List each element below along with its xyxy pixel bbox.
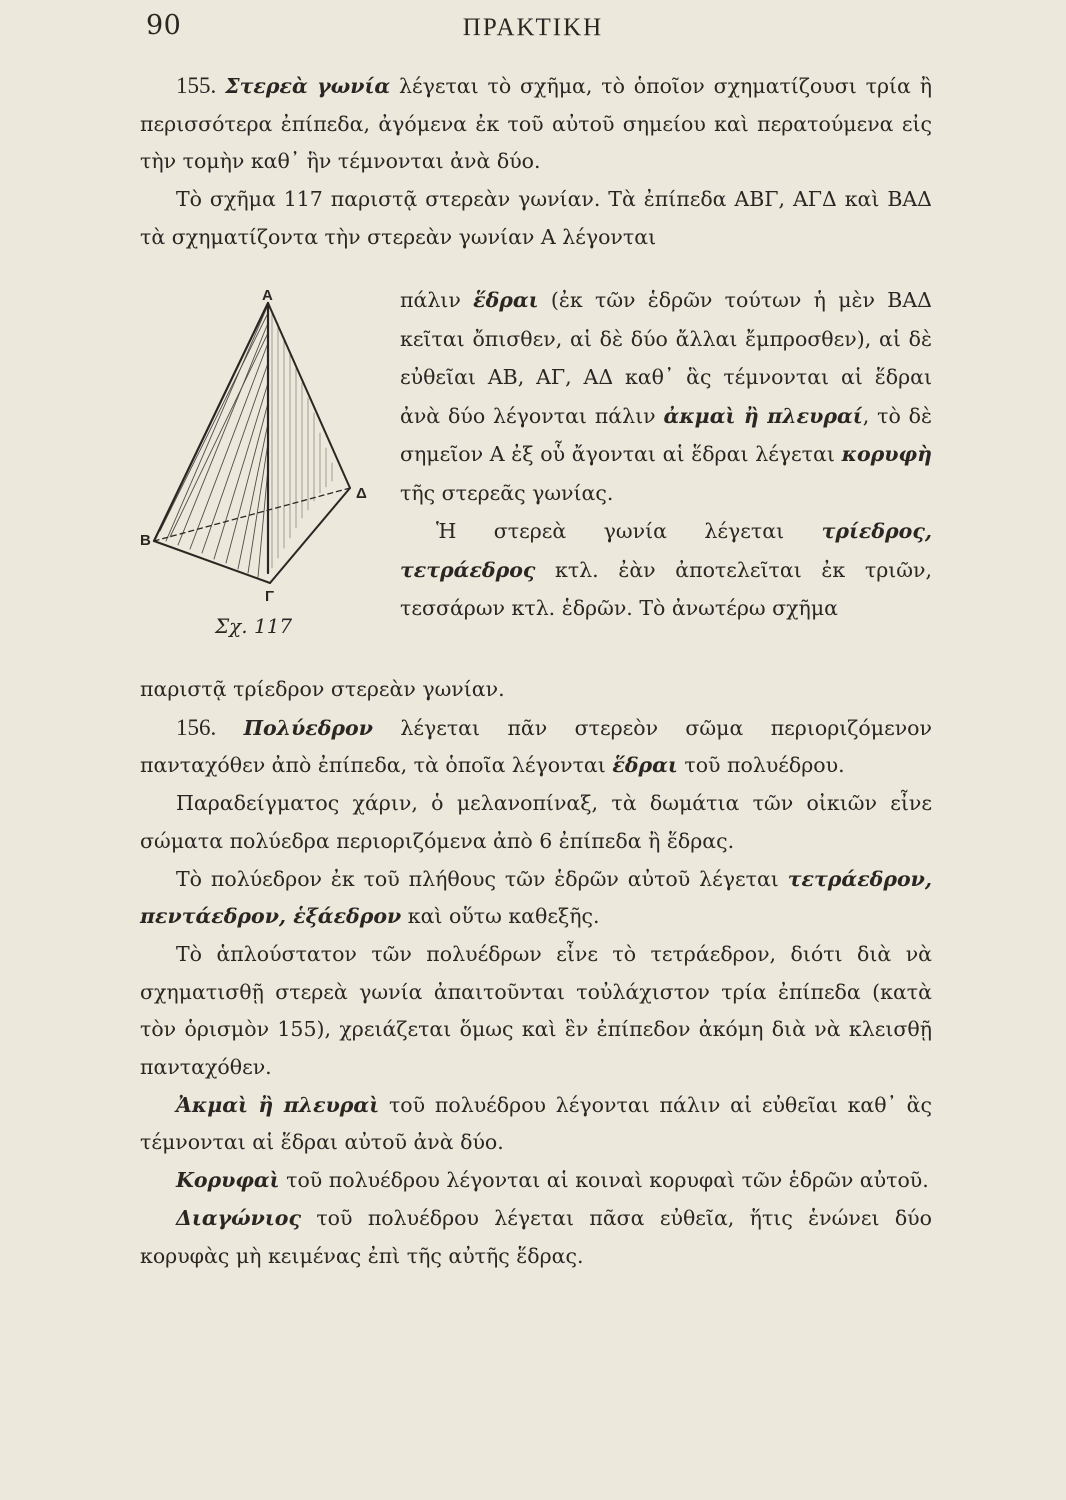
text-run: τοῦ πολυέδρου. — [684, 753, 845, 778]
section-155-definition — [140, 67, 932, 181]
term-faces: ἕδραι — [473, 288, 539, 312]
section-155-wrapped-text — [400, 281, 932, 628]
page-number: 90 — [146, 10, 182, 41]
text-run: κτλ. ἐὰν ἀποτελεῖται ἐκ τριῶν, τεσσάρων κτλ. ἑδρῶν. Τὸ ἀνωτέρω σχῆμα — [400, 557, 932, 620]
edges-paragraph — [140, 1087, 932, 1162]
term-polyhedron-names: τετράεδρον, πεντάεδρον, ἑξάεδρον — [140, 866, 932, 929]
section-156-definition — [140, 709, 932, 785]
term-edges: ἀκμαὶ ἢ πλευραί — [663, 403, 863, 428]
term-trihedral: τρίεδρος, τετράεδρος — [400, 519, 932, 582]
figure-reference-paragraph — [140, 181, 932, 256]
vertex-label-left: Β — [140, 532, 151, 549]
definition-text: λέγεται τὸ σχῆμα, τὸ ὁποῖον σχηματίζουσι τρία ἢ περισσότερα ἐπίπεδα, ἀγόμενα ἐκ τοῦ αὐτοῦ σημείου καὶ περατούμενα εἰς τὴν τομὴν καθ᾿ ἣν τέμνονται ἀνὰ δύο. — [140, 74, 932, 174]
faces-paragraph — [400, 281, 932, 512]
vertex-label-bottom: Γ — [265, 588, 275, 605]
text-run: τοῦ πολυέδρου λέγονται πάλιν αἱ εὐθεῖαι καθ᾿ ἃς τέμνονται αἱ ἕδραι αὐτοῦ ἀνὰ δύο. — [140, 1092, 932, 1155]
diagonal-paragraph — [140, 1200, 932, 1275]
trihedral-paragraph-end: παριστᾷ τρίεδρον στερεὰν γωνίαν. — [140, 677, 505, 701]
term-diagonal: Διαγώνιος — [176, 1205, 301, 1230]
section-156-block — [140, 671, 932, 1275]
section-155-intro — [140, 67, 932, 257]
running-title: ΠΡΑΚΤΙΚΗ — [462, 14, 604, 41]
text-run: , τὸ δὲ σημεῖον Α ἐξ οὗ ἄγονται αἱ ἕδραι λέγεται — [400, 403, 933, 466]
text-run: τοῦ πολυέδρου λέγονται αἱ κοιναὶ κορυφαὶ τῶν ἑδρῶν αὐτοῦ. — [286, 1168, 929, 1193]
term-edges: Ἀκμαὶ ἢ πλευραὶ — [176, 1092, 380, 1117]
term-vertices: Κορυφαὶ — [176, 1168, 280, 1193]
naming-paragraph — [140, 861, 932, 936]
text-run: (ἐκ τῶν ἑδρῶν τούτων ἡ μὲν ΒΑΔ κεῖται ὄπισθεν, αἱ δὲ δύο ἄλλαι ἔμπροσθεν), αἱ δὲ εὐθεῖαι ΑΒ, ΑΓ, ΑΔ καθ᾿ ἃς τέμνονται αἱ ἕδραι ἀνὰ δύο λέγονται πάλιν — [400, 288, 932, 428]
term-polyhedron: Πολύεδρον — [243, 715, 373, 740]
example-paragraph: Παραδείγματος χάριν, ὁ μελανοπίναξ, τὰ δωμάτια τῶν οἰκιῶν εἶνε σώματα πολύεδρα περιοριζόμενα ἀπὸ 6 ἐπίπεδα ἢ ἕδρας. — [140, 791, 932, 853]
paragraph-text: Τὸ σχῆμα 117 παριστᾷ στερεὰν γωνίαν. Τὰ ἐπίπεδα ΑΒΓ, ΑΓΔ καὶ ΒΑΔ τὰ σχηματίζοντα τὴν στερεὰν γωνίαν Α λέγονται — [140, 187, 932, 249]
text-run: λέγεται πᾶν στερεὸν σῶμα περιοριζόμενον πανταχόθεν ἀπὸ ἐπίπεδα, τὰ ὁποῖα λέγονται — [140, 715, 932, 778]
simplest-paragraph: Τὸ ἁπλούστατον τῶν πολυέδρων εἶνε τὸ τετράεδρον, διότι διὰ νὰ σχηματισθῇ στερεὰ γωνία ἀπαιτοῦνται τοὐλάχιστον τρία ἐπίπεδα (κατὰ τὸν ὁρισμὸν 155), χρειάζεται ὅμως καὶ ἓν ἐπίπεδον ἀκόμη διὰ νὰ κλεισθῇ πανταχόθεν. — [140, 941, 932, 1080]
text-run: πάλιν — [400, 288, 461, 312]
page-header — [0, 6, 1066, 46]
vertex-label-apex: Α — [262, 287, 273, 304]
vertex-label-right: Δ — [356, 485, 367, 502]
section-number: 156. — [176, 714, 217, 740]
text-run: Ἡ στερεὰ γωνία λέγεται — [436, 519, 785, 543]
figure-caption: Σχ. 117 — [215, 614, 293, 638]
term-faces: ἕδραι — [612, 753, 678, 778]
text-run: καὶ οὕτω καθεξῆς. — [407, 904, 600, 929]
trihedral-paragraph — [400, 512, 932, 628]
term-solid-angle: Στερεὰ γωνία — [225, 74, 391, 98]
vertices-paragraph — [140, 1162, 932, 1200]
term-vertex: κορυφὴ — [841, 442, 932, 466]
section-number: 155. — [176, 73, 217, 98]
text-run: τῆς στερεᾶς γωνίας. — [400, 480, 614, 505]
text-run: τοῦ πολυέδρου λέγεται πᾶσα εὐθεῖα, ἥτις ἑνώνει δύο κορυφὰς μὴ κειμένας ἐπὶ τῆς αὐτῆς ἕδρας. — [140, 1205, 932, 1268]
text-run: Τὸ πολύεδρον ἐκ τοῦ πλήθους τῶν ἑδρῶν αὐτοῦ λέγεται — [176, 866, 779, 891]
